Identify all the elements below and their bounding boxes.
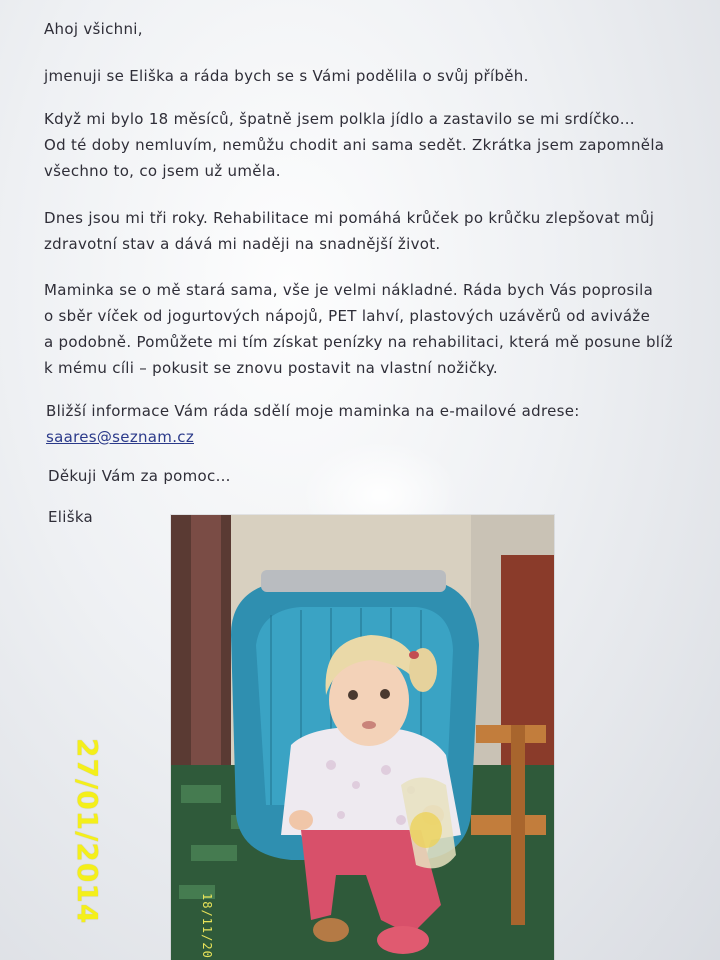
letter-contact-paragraph [46, 398, 580, 450]
paragraph-line: k mému cíli – pokusit se znovu postavit na vlastní nožičky. [44, 359, 499, 377]
letter-signature: Eliška [48, 508, 94, 526]
paragraph-line: a podobně. Pomůžete mi tím získat penízky na rehabilitaci, která mě posune blíž [44, 333, 673, 351]
paragraph-line: Od té doby nemluvím, nemůžu chodit ani sama sedět. Zkrátka jsem zapomněla [44, 136, 665, 154]
paragraph-line: o sběr víček od jogurtových nápojů, PET lahví, plastových uzávěrů od aviváže [44, 307, 651, 325]
photo-print-stamp: 18/11/20 [200, 893, 214, 959]
paragraph-line: zdravotní stav a dává mi naději na snadnější život. [44, 235, 441, 253]
letter-paragraph-3 [44, 205, 654, 257]
camera-date-stamp: 27/01/2014 [71, 738, 104, 925]
letter-intro: jmenuji se Eliška a ráda bych se s Vámi podělila o svůj příběh. [44, 67, 529, 85]
email-link[interactable]: saares@seznam.cz [46, 428, 194, 446]
letter-paragraph-4 [44, 277, 673, 381]
letter-thanks: Děkuji Vám za pomoc… [48, 467, 231, 485]
paragraph-line: Maminka se o mě stará sama, vše je velmi nákladné. Ráda bych Vás poprosila [44, 281, 654, 299]
letter-greeting: Ahoj všichni, [44, 20, 143, 38]
child-photo-illustration [171, 515, 554, 960]
paragraph-line: Když mi bylo 18 měsíců, špatně jsem polkla jídlo a zastavilo se mi srdíčko… [44, 110, 635, 128]
child-photo [171, 515, 554, 960]
paragraph-line: Dnes jsou mi tři roky. Rehabilitace mi pomáhá krůček po krůčku zlepšovat můj [44, 209, 655, 227]
contact-info-text: Bližší informace Vám ráda sdělí moje maminka na e-mailové adrese: [46, 402, 580, 420]
paragraph-line: všechno to, co jsem už uměla. [44, 162, 281, 180]
letter-paragraph-2 [44, 106, 694, 184]
